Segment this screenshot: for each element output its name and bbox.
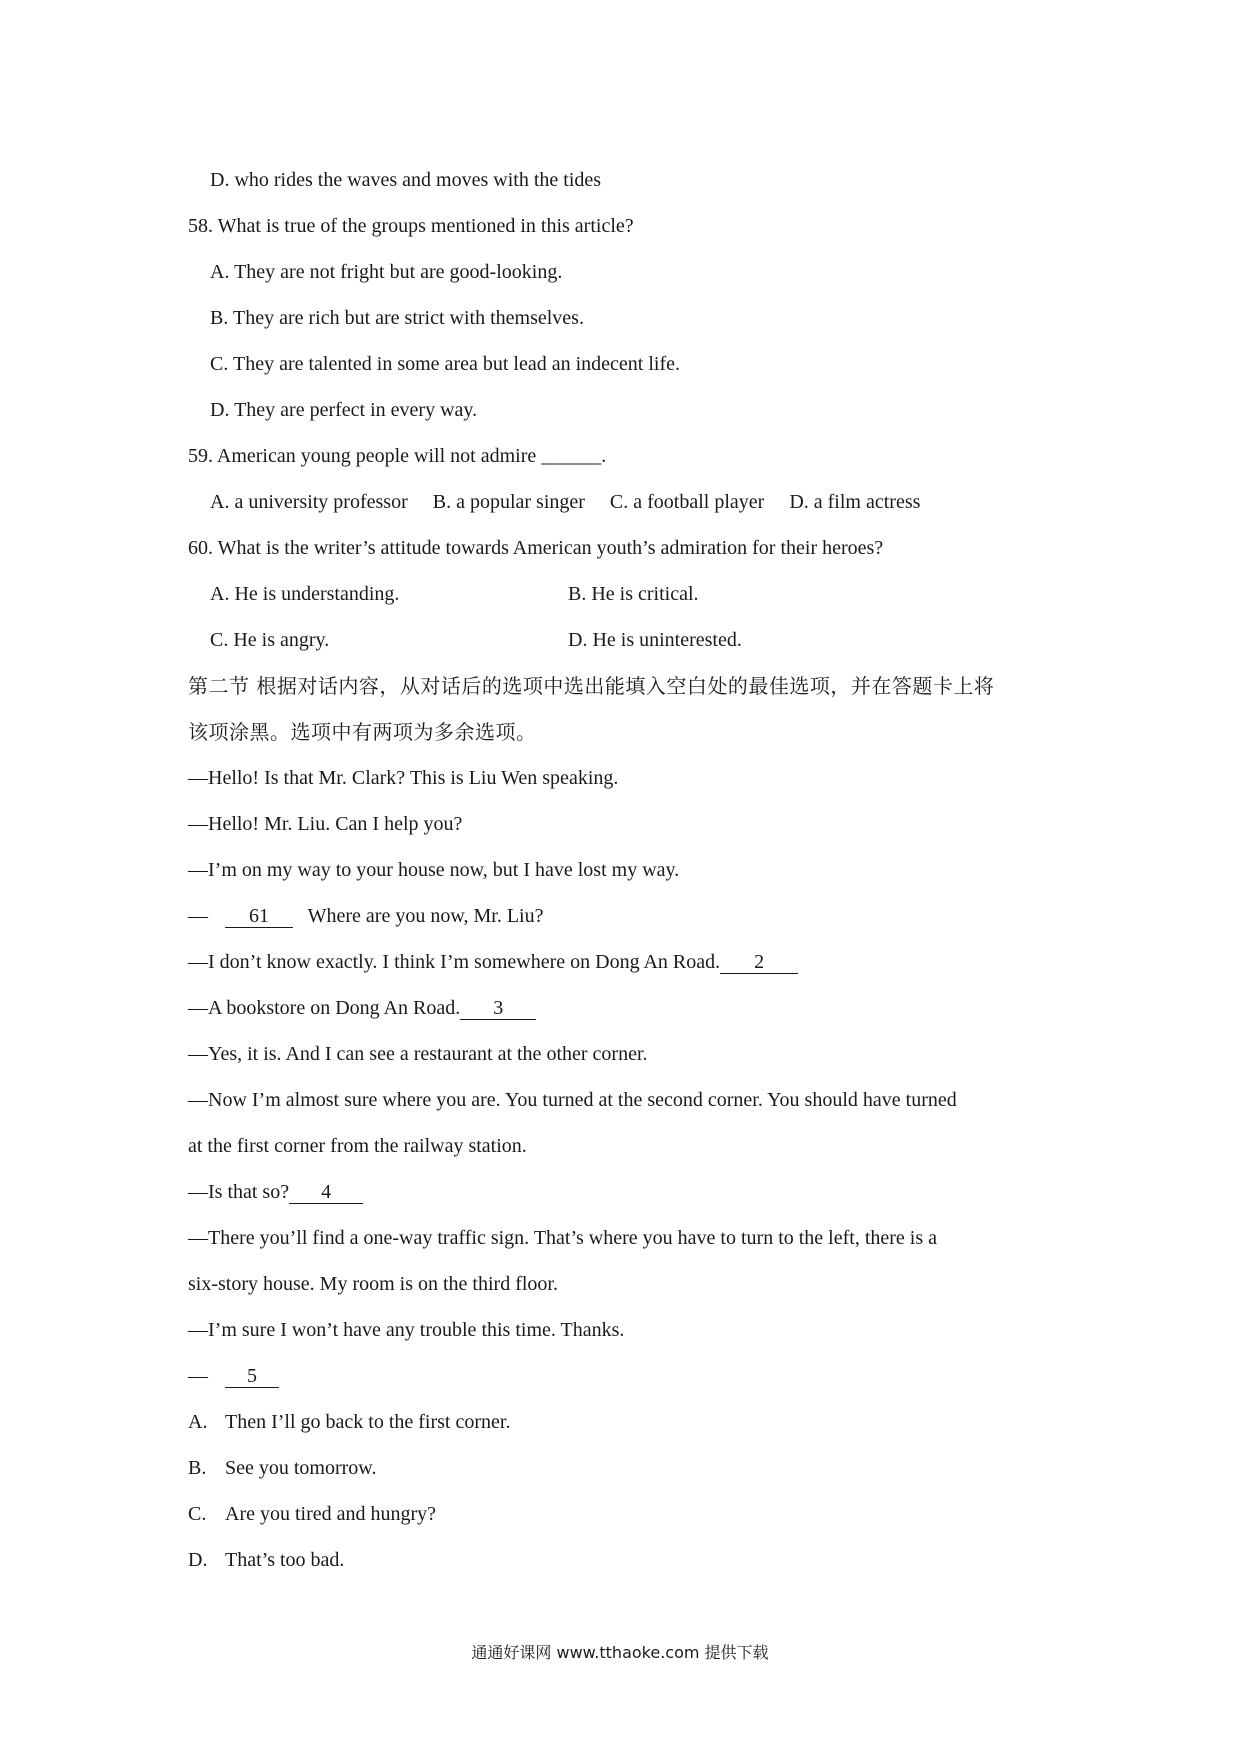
dash: — [188, 905, 208, 927]
q60-question: 60. What is the writer’s attitude towards American youth’s admiration for their heroes? [188, 537, 884, 559]
q60-option-b: B. He is critical. [568, 583, 699, 605]
choice-text: Then I’ll go back to the first corner. [225, 1411, 511, 1433]
q60-option-a: A. He is understanding. [210, 583, 400, 605]
dialogue-line-6-text: —A bookstore on Dong An Road. [188, 997, 461, 1019]
choice-a [188, 1409, 510, 1435]
q59-options [210, 489, 940, 515]
dialogue-line-7: —Yes, it is. And I can see a restaurant at the other corner. [188, 1043, 648, 1065]
dialogue-line-9 [188, 1179, 363, 1205]
q60-option-d: D. He is uninterested. [568, 629, 742, 651]
choice-text: That’s too bad. [225, 1549, 345, 1571]
answer-blank-61: 61 [225, 905, 293, 928]
choice-d [188, 1547, 344, 1573]
dialogue-line-10b: six-story house. My room is on the third floor. [188, 1273, 558, 1295]
q59-question: 59. American young people will not admire ______. [188, 445, 607, 467]
q59-option-c: C. a football player [609, 491, 765, 513]
dialogue-line-10a: —There you’ll find a one-way traffic sign. That’s where you have to turn to the left, there is a [188, 1227, 938, 1249]
q58-question: 58. What is true of the groups mentioned in this article? [188, 215, 634, 237]
q58-option-a: A. They are not fright but are good-looking. [210, 261, 563, 283]
q58-option-c: C. They are talented in some area but lead an indecent life. [210, 353, 680, 375]
dialogue-line-2: —Hello! Mr. Liu. Can I help you? [188, 813, 463, 835]
q58-option-d: D. They are perfect in every way. [210, 399, 478, 421]
choice-label: A. [188, 1411, 208, 1433]
choice-label: B. [188, 1457, 207, 1479]
dialogue-line-12 [188, 1363, 279, 1389]
dialogue-line-6 [188, 995, 536, 1021]
choice-c [188, 1501, 436, 1527]
choice-b [188, 1455, 376, 1481]
page-footer: 通通好课网 www.tthaoke.com 提供下载 [471, 1643, 769, 1662]
dialogue-line-11: —I’m sure I won’t have any trouble this time. Thanks. [188, 1319, 625, 1341]
dash: — [188, 1365, 208, 1387]
dialogue-line-8a: —Now I’m almost sure where you are. You turned at the second corner. You should have turned [188, 1089, 957, 1111]
q59-option-d: D. a film actress [789, 491, 921, 513]
dialogue-line-4 [188, 903, 543, 929]
dialogue-line-9-text: —Is that so? [188, 1181, 290, 1203]
dialogue-line-8b: at the first corner from the railway station. [188, 1135, 527, 1157]
q59-option-a: A. a university professor [210, 491, 408, 513]
q60-option-c: C. He is angry. [210, 629, 330, 651]
choice-text: Are you tired and hungry? [225, 1503, 437, 1525]
choice-text: See you tomorrow. [225, 1457, 377, 1479]
q58-option-b: B. They are rich but are strict with themselves. [210, 307, 584, 329]
answer-blank-5: 5 [225, 1365, 279, 1388]
dialogue-line-5-text: —I don’t know exactly. I think I’m somewhere on Dong An Road. [188, 951, 721, 973]
q57-option-d: D. who rides the waves and moves with the tides [210, 169, 602, 191]
dialogue-line-5 [188, 949, 798, 975]
answer-blank-4: 4 [289, 1181, 363, 1204]
section2-instruction-line2: 该项涂黑。选项中有两项为多余选项。 [188, 720, 537, 744]
section2-instruction-line1: 第二节 根据对话内容，从对话后的选项中选出能填入空白处的最佳选项，并在答题卡上将 [188, 674, 995, 698]
choice-label: C. [188, 1503, 207, 1525]
choice-label: D. [188, 1549, 208, 1571]
answer-blank-2: 2 [720, 951, 798, 974]
answer-blank-3: 3 [460, 997, 536, 1020]
dialogue-line-1: —Hello! Is that Mr. Clark? This is Liu Wen speaking. [188, 767, 619, 789]
dialogue-line-3: —I’m on my way to your house now, but I have lost my way. [188, 859, 680, 881]
dialogue-line-4-text: Where are you now, Mr. Liu? [307, 905, 544, 927]
q59-option-b: B. a popular singer [432, 491, 585, 513]
